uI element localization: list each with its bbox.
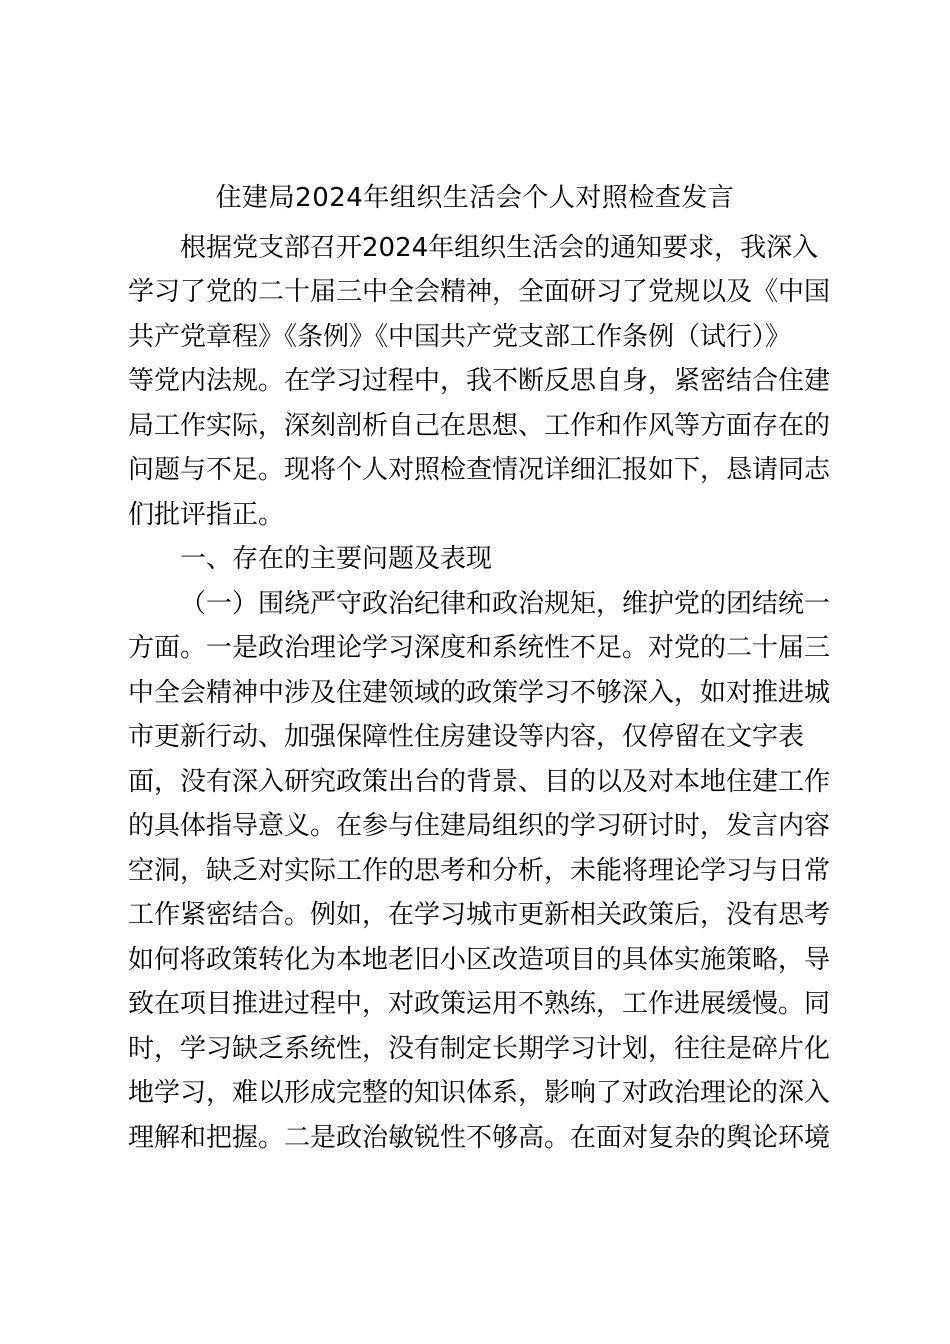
paragraph-line: 市更新行动、加强保障性住房建设等内容，仅停留在文字表 [128,722,805,752]
paragraph-line: 致在项目推进过程中，对政策运用不熟练，工作进展缓慢。同 [128,989,831,1019]
paragraph-line: 学习了党的二十届三中全会精神，全面研习了党规以及《中国 [128,277,831,307]
paragraph-line: 们批评指正。 [128,500,285,530]
paragraph-line: 时，学习缺乏系统性，没有制定长期学习计划，往往是碎片化 [128,1034,831,1064]
paragraph-line: 根据党支部召开2024年组织生活会的通知要求，我深入 [180,233,819,263]
section-heading: 一、存在的主要问题及表现 [180,544,493,574]
paragraph-line: 空洞，缺乏对实际工作的思考和分析，未能将理论学习与日常 [128,856,831,886]
paragraph-line: 的具体指导意义。在参与住建局组织的学习研讨时，发言内容 [128,811,831,841]
paragraph-line: 共产党章程》《条例》《中国共产党支部工作条例（试行）》 [128,322,792,352]
paragraph-line: 理解和把握。二是政治敏锐性不够高。在面对复杂的舆论环境 [128,1123,831,1153]
paragraph-line: 方面。一是政治理论学习深度和系统性不足。对党的二十届三 [128,633,831,663]
paragraph-line: 面，没有深入研究政策出台的背景、目的以及对本地住建工作 [128,767,831,797]
paragraph-line: 局工作实际，深刻剖析自己在思想、工作和作风等方面存在的 [128,411,831,441]
paragraph-line: 问题与不足。现将个人对照检查情况详细汇报如下，恳请同志 [128,455,831,485]
paragraph-line: 地学习，难以形成完整的知识体系，影响了对政治理论的深入 [128,1078,831,1108]
paragraph-line: 如何将政策转化为本地老旧小区改造项目的具体实施策略，导 [128,945,831,975]
paragraph-line: 中全会精神中涉及住建领域的政策学习不够深入，如对推进城 [128,678,831,708]
paragraph-line: （一）围绕严守政治纪律和政治规矩，维护党的团结统一 [180,589,831,619]
paragraph-line: 等党内法规。在学习过程中，我不断反思自身，紧密结合住建 [128,366,831,396]
paragraph-line: 工作紧密结合。例如，在学习城市更新相关政策后，没有思考 [128,900,831,930]
document-title: 住建局2024年组织生活会个人对照检查发言 [215,183,735,213]
